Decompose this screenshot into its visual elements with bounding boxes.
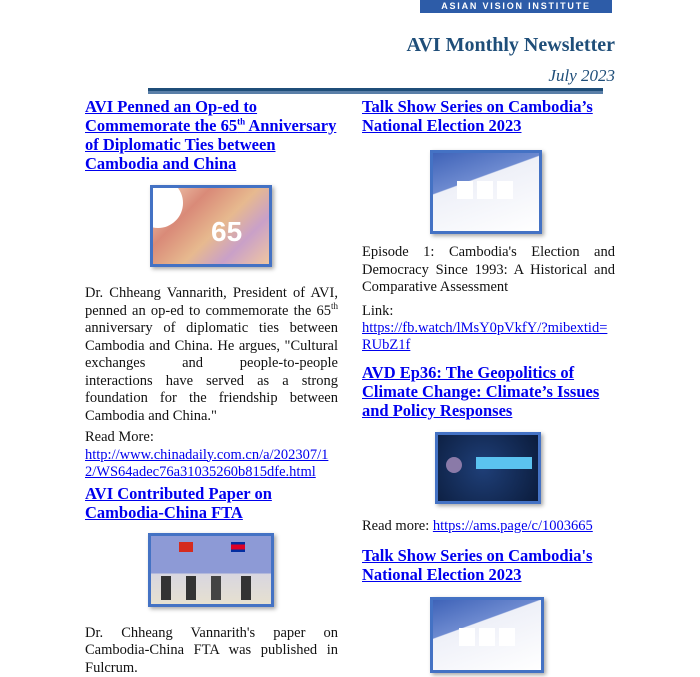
chinadaily-link[interactable]: http://www.chinadaily.com.cn/a/202307/12/WS64adec76a31035260b815dfe.html [85, 447, 338, 481]
image-decor [150, 185, 183, 228]
article-talkshow2-title[interactable]: Talk Show Series on Cambodia's National Election 2023 [362, 546, 615, 584]
title-text-end: Anniversary of Diplomatic Ties between Cambodia and China [85, 116, 336, 173]
speaker-photo [446, 457, 462, 473]
ams-page-link[interactable]: https://ams.page/c/1003665 [433, 518, 593, 534]
body-text: Dr. Chheang Vannarith, President of AVI, penned an op-ed to commemorate the 65 [85, 285, 338, 319]
avi-logo [420, 0, 612, 13]
fta-signing-image [148, 533, 274, 607]
oped-image [150, 185, 272, 267]
article-avd-title[interactable]: AVD Ep36: The Geopolitics of Climate Change: Climate’s Issues and Policy Responses [362, 363, 615, 420]
article-oped-title[interactable] [85, 97, 338, 173]
talkshow1-body: Episode 1: Cambodia's Election and Democracy Since 1993: A Historical and Comparative Assessment [362, 244, 615, 297]
avd-read-more [362, 518, 615, 536]
talkshow1-poster [430, 150, 542, 234]
people-silhouettes [161, 576, 261, 600]
speaker-cards [459, 628, 515, 646]
read-more-label: Read More: [85, 429, 338, 447]
topic-banner [476, 457, 532, 469]
newsletter-date: July 2023 [548, 66, 615, 86]
image-65-text: 65 [211, 216, 242, 248]
title-sup: th [237, 117, 245, 127]
article-oped-body [85, 285, 338, 425]
right-column [362, 97, 615, 673]
article-fta-title[interactable]: AVI Contributed Paper on Cambodia-China FTA [85, 484, 338, 522]
article-fta-body: Dr. Chheang Vannarith's paper on Cambodia-China FTA was published in Fulcrum. [85, 625, 338, 677]
talkshow2-poster [430, 597, 544, 673]
avd-ep36-poster [435, 432, 541, 504]
speaker-cards [457, 181, 513, 199]
left-column [85, 97, 338, 677]
china-flag-icon [179, 542, 193, 552]
article-talkshow1-title[interactable]: Talk Show Series on Cambodia’s National Election 2023 [362, 97, 615, 135]
body-text-end: anniversary of diplomatic ties between Cambodia and China. He argues, "Cultural exchanges and people-to-people interactions have served as a strong foundation for the friendship between Cambodia and China." [85, 320, 338, 424]
logo-text: ASIAN VISION INSTITUTE [441, 1, 591, 11]
link-label: Link: [362, 303, 615, 321]
fb-watch-link[interactable]: https://fb.watch/lMsY0pVkfY/?mibextid=RUbZ1f [362, 320, 615, 354]
read-more-label: Read more: [362, 518, 433, 534]
body-sup: th [331, 301, 338, 311]
cambodia-flag-icon [231, 542, 245, 552]
newsletter-title: AVI Monthly Newsletter [407, 33, 616, 57]
title-text: AVI Penned an Op-ed to Commemorate the 65 [85, 97, 257, 135]
header-divider [148, 88, 603, 91]
